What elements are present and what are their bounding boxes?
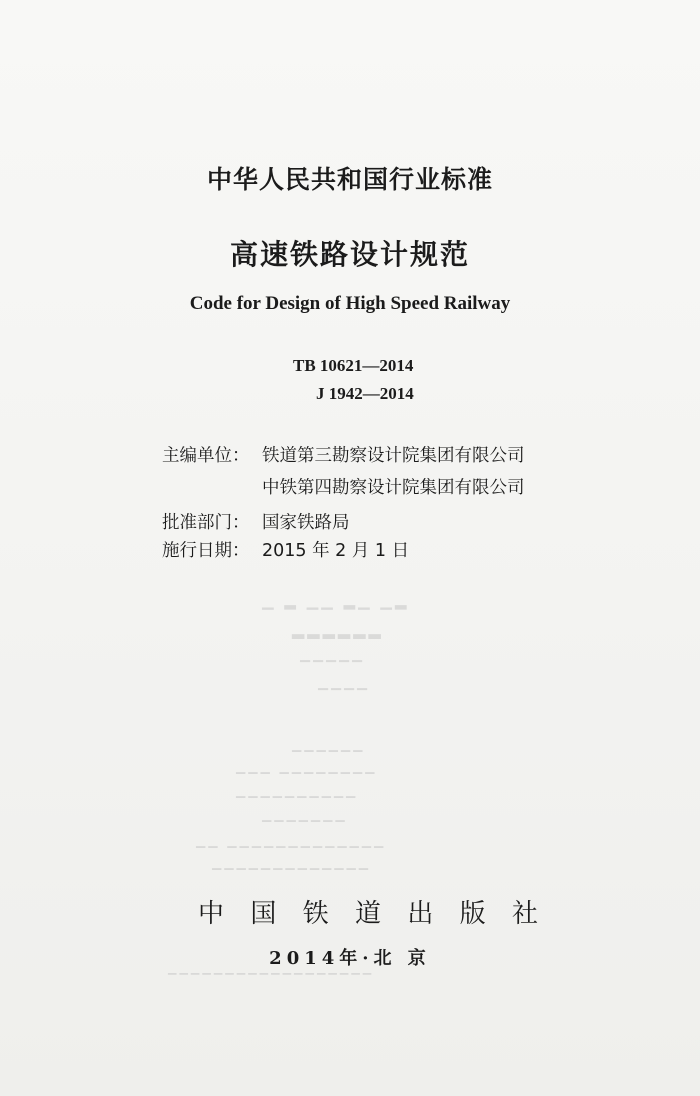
- publisher-char: 铁: [302, 899, 329, 929]
- bleed-through-text: ▁▁▁▁▁▁▁▁▁▁: [236, 784, 359, 798]
- bleed-through-text: ▁▁▁▁▁▁▁▁▁▁▁▁▁: [212, 856, 371, 870]
- bleed-through-text: ▁▁▁▁: [318, 676, 370, 691]
- chief-editor-label: 主编单位：: [162, 446, 250, 466]
- effective-date-label: 施行日期：: [162, 541, 250, 561]
- publisher-char: 国: [250, 899, 277, 929]
- standard-code-tb: TB 10621—2014: [293, 356, 414, 375]
- bleed-through-text: ▂▂▂▂▂▂: [292, 620, 384, 639]
- approval-label: 批准部门：: [162, 513, 250, 533]
- chief-editor-value-1: 铁道第三勘察设计院集团有限公司: [262, 446, 525, 466]
- publisher-char: 出: [407, 899, 434, 929]
- document-title-chinese: 高速铁路设计规范: [229, 238, 470, 271]
- publisher-name: [198, 893, 538, 929]
- bleed-through-text: ▁▁ ▁▁▁▁▁▁▁▁▁▁▁▁▁: [196, 834, 387, 848]
- publication-year-place: 2014年·北 京: [269, 948, 431, 969]
- document-title-english: Code for Design of High Speed Railway: [189, 293, 511, 314]
- bleed-through-text: ▁▁▁ ▁▁▁▁▁▁▁▁: [236, 760, 378, 774]
- effective-date-value: 2015 年 2 月 1 日: [262, 541, 410, 561]
- standard-code-j: J 1942—2014: [316, 384, 414, 403]
- publisher-char: 中: [198, 899, 225, 929]
- publisher-char: 版: [459, 899, 486, 929]
- bleed-through-text: ▁▁▁▁▁▁▁: [262, 808, 348, 822]
- publisher-char: 道: [354, 899, 381, 929]
- industry-standard-heading: 中华人民共和国行业标准: [206, 165, 493, 194]
- approval-value: 国家铁路局: [262, 513, 350, 533]
- bleed-through-text: ▁▁▁▁▁▁▁▁▁▁▁▁▁▁▁▁▁▁: [168, 962, 375, 975]
- bleed-through-text: ▁▁▁▁▁: [300, 648, 365, 663]
- bleed-through-text: ▁▁▁▁▁▁: [292, 738, 366, 752]
- bleed-through-text: ▁ ▂ ▁▁ ▂▁ ▁▂: [262, 592, 410, 610]
- chief-editor-value-2: 中铁第四勘察设计院集团有限公司: [262, 478, 525, 498]
- publisher-char: 社: [511, 899, 538, 929]
